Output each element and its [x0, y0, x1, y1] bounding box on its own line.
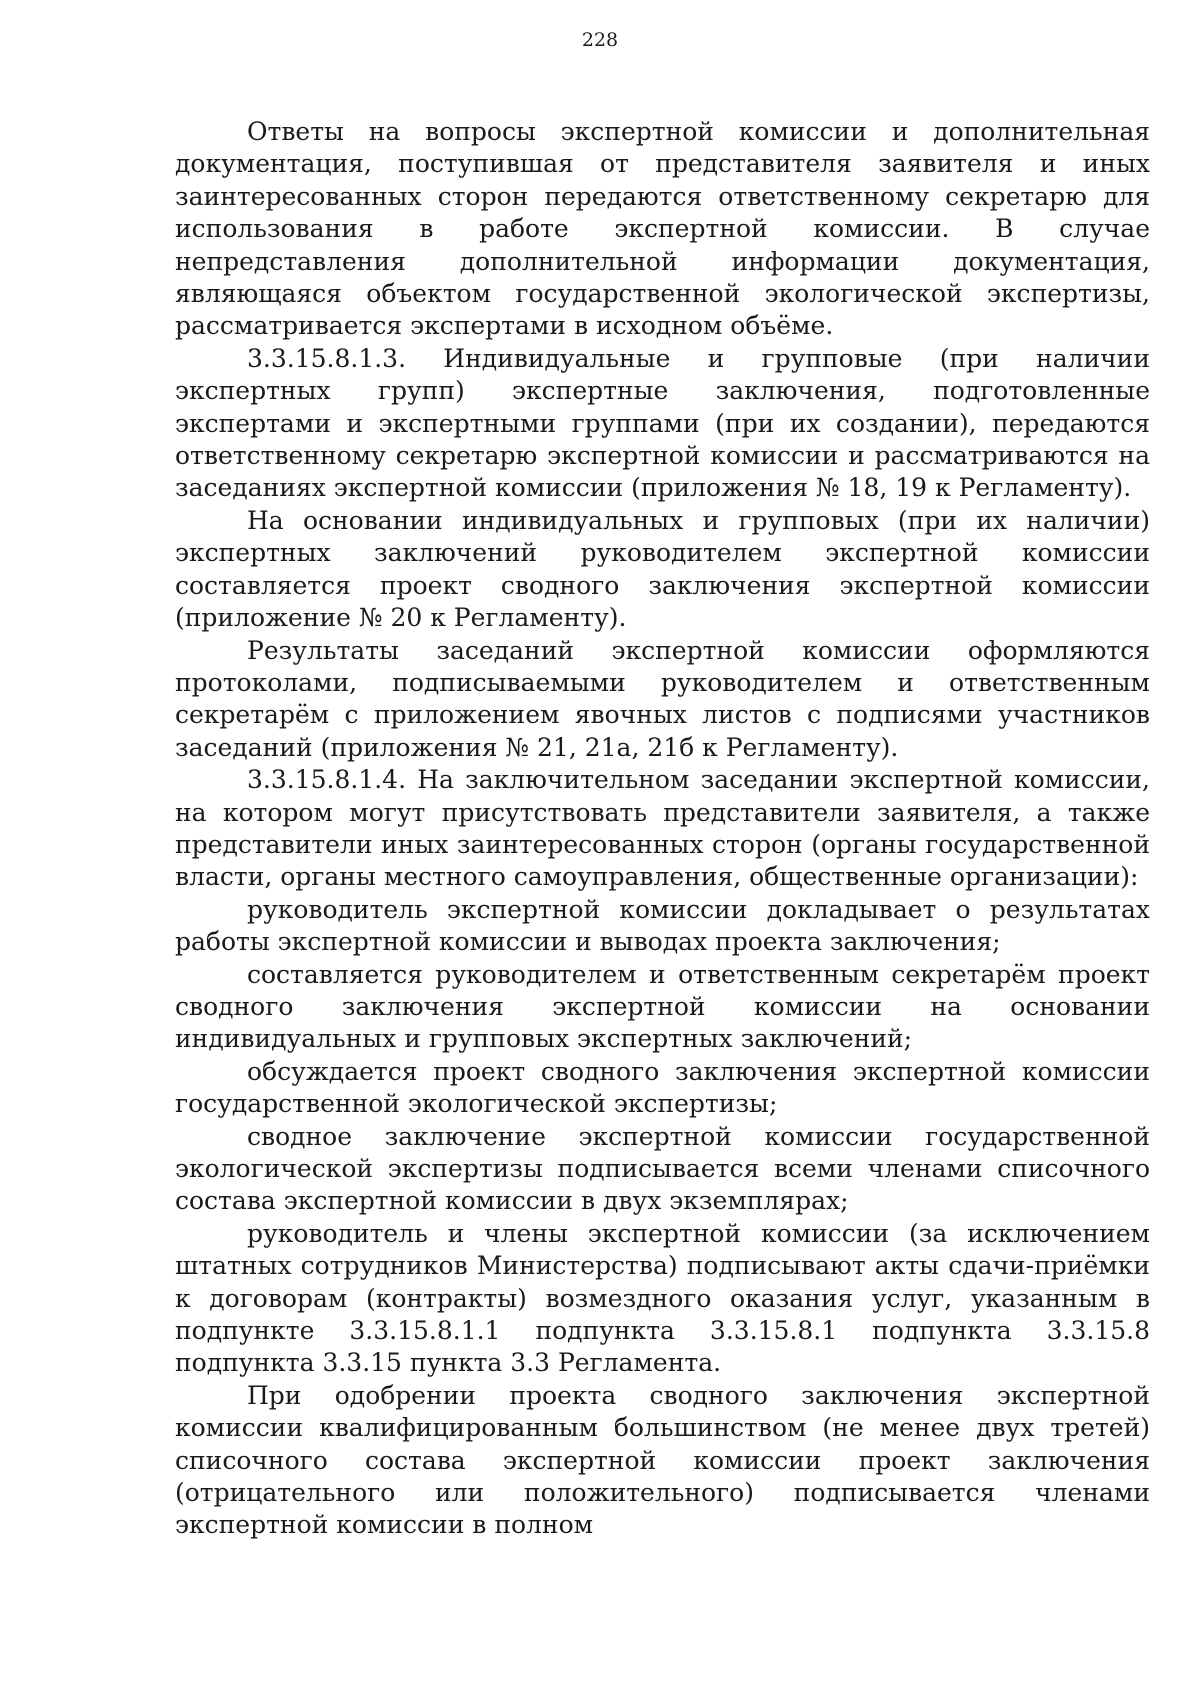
list-item: обсуждается проект сводного заключения экспертной комиссии государственной экологической экспертизы;: [175, 1056, 1150, 1119]
list-item: руководитель и члены экспертной комиссии (за исключением штатных сотрудников Министерства) подписывают акты сдачи-приёмки к договорам (контракты) возмездного оказания услуг, указанным в подпункте 3.3.15.8.1.1 подпункта 3.3.15.8.1 подпункта 3.3.15.8 подпункта 3.3.15 пункта 3.3 Регламента.: [175, 1218, 1150, 1378]
paragraph: На основании индивидуальных и групповых (при их наличии) экспертных заключений руководителем экспертной комиссии составляется проект сводного заключения экспертной комиссии (приложение № 20 к Регламенту).: [175, 505, 1150, 633]
list-item: сводное заключение экспертной комиссии государственной экологической экспертизы подписывается всеми членами списочного состава экспертной комиссии в двух экземплярах;: [175, 1121, 1150, 1216]
page-number: 228: [581, 29, 619, 51]
list-item: составляется руководителем и ответственным секретарём проект сводного заключения экспертной комиссии на основании индивидуальных и групповых экспертных заключений;: [175, 959, 1150, 1054]
paragraph: При одобрении проекта сводного заключения экспертной комиссии квалифицированным большинством (не менее двух третей) списочного состава экспертной комиссии проект заключения (отрицательного или положительного) подписывается членами экспертной комиссии в полном: [175, 1380, 1150, 1540]
paragraph: Результаты заседаний экспертной комиссии оформляются протоколами, подписываемыми руководителем и ответственным секретарём с приложением явочных листов с подписями участников заседаний (приложения № 21, 21а, 21б к Регламенту).: [175, 635, 1150, 762]
paragraph: 3.3.15.8.1.3. Индивидуальные и групповые (при наличии экспертных групп) экспертные заключения, подготовленные экспертами и экспертными группами (при их создании), передаются ответственному секретарю экспертной комиссии и рассматриваются на заседаниях экспертной комиссии (приложения № 18, 19 к Регламенту).: [175, 343, 1150, 503]
list-item: руководитель экспертной комиссии докладывает о результатах работы экспертной комиссии и выводах проекта заключения;: [175, 894, 1150, 957]
document-body: [175, 116, 1150, 1542]
paragraph: Ответы на вопросы экспертной комиссии и дополнительная документация, поступившая от представителя заявителя и иных заинтересованных сторон передаются ответственному секретарю для использования в работе экспертной комиссии. В случае непредставления дополнительной информации документация, являющаяся объектом государственной экологической экспертизы, рассматривается экспертами в исходном объёме.: [175, 117, 1150, 341]
paragraph: 3.3.15.8.1.4. На заключительном заседании экспертной комиссии, на котором могут присутствовать представители заявителя, а также представители иных заинтересованных сторон (органы государственной власти, органы местного самоуправления, общественные организации):: [175, 765, 1150, 892]
